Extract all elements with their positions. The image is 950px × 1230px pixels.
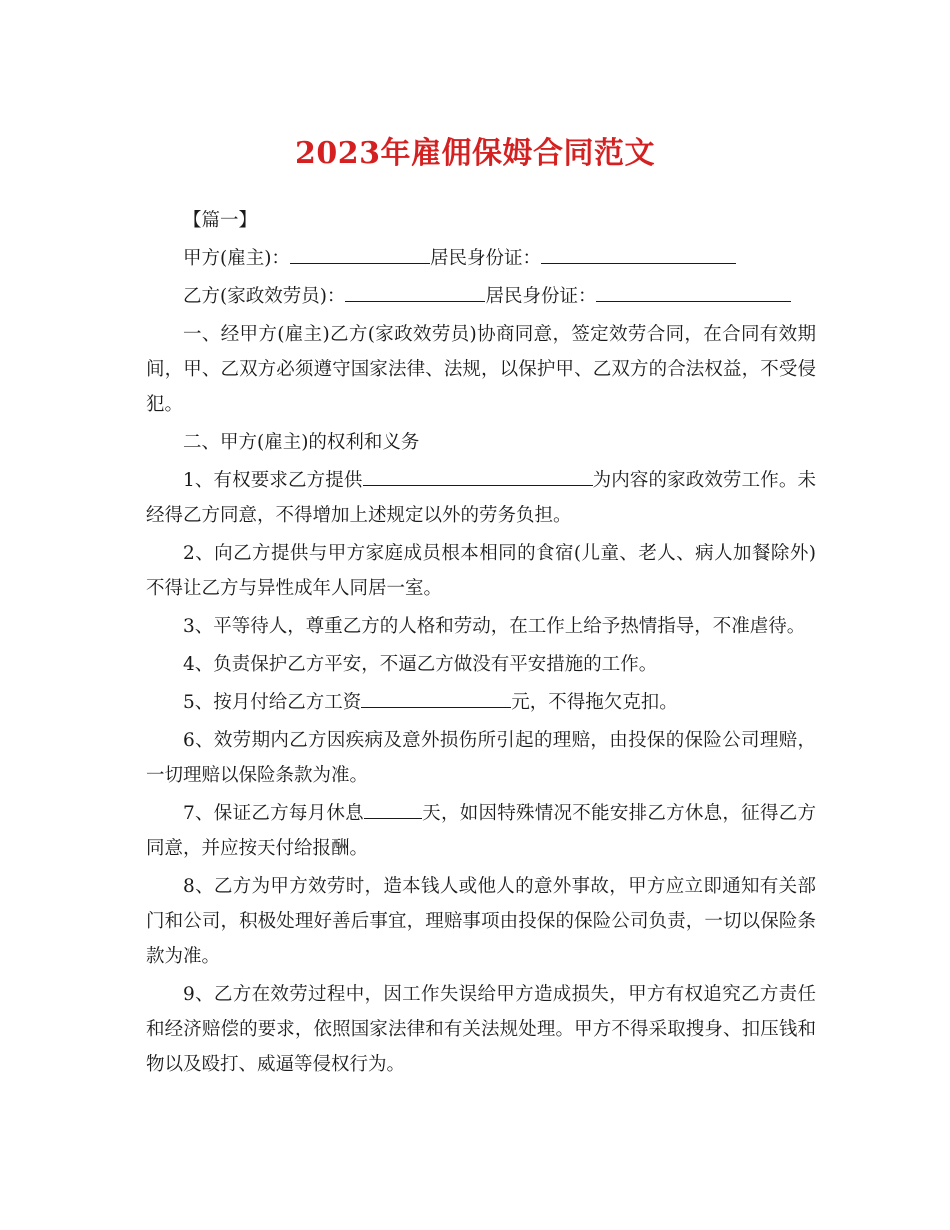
item-1-text-after: 为内容的家政效劳工作。未经得乙方同意，不得增加上述规定以外的劳务负担。 — [146, 470, 816, 526]
party-b-id-blank — [596, 283, 791, 302]
item-8: 8、乙方为甲方效劳时，造本钱人或他人的意外事故，甲方应立即通知有关部门和公司，积极处理好善后事宜，理赔事项由投保的保险公司负责，一切以保险条款为准。 — [146, 876, 816, 967]
item-1 — [146, 463, 816, 533]
item-5-salary-blank — [361, 689, 511, 708]
party-a-id-blank — [541, 245, 736, 264]
item-7-days-blank — [364, 800, 422, 819]
item-7 — [146, 796, 816, 866]
party-b-name-blank — [345, 283, 485, 302]
item-1-blank — [363, 467, 593, 486]
section-label: 【篇一】 — [183, 210, 258, 231]
party-b-label: 乙方(家政效劳员)： — [183, 286, 346, 307]
clause-two-heading: 二、甲方(雇主)的权利和义务 — [183, 432, 420, 453]
party-b-id-label: 居民身份证： — [485, 286, 597, 307]
item-6: 6、效劳期内乙方因疾病及意外损伤所引起的理赔，由投保的保险公司理赔，一切理赔以保险条款为准。 — [146, 730, 816, 786]
item-3: 3、平等待人，尊重乙方的人格和劳动，在工作上给予热情指导，不准虐待。 — [183, 616, 806, 637]
party-a-name-blank — [290, 245, 430, 264]
item-5-text-after: 元，不得拖欠克扣。 — [511, 692, 678, 713]
item-2: 2、向乙方提供与甲方家庭成员根本相同的食宿(儿童、老人、病人加餐除外)不得让乙方与异性成年人同居一室。 — [146, 543, 816, 599]
clause-one: 一、经甲方(雇主)乙方(家政效劳员)协商同意，签定效劳合同，在合同有效期间，甲、乙双方必须遵守国家法律、法规，以保护甲、乙双方的合法权益，不受侵犯。 — [146, 324, 816, 415]
item-7-text-before: 7、保证乙方每月休息 — [183, 803, 364, 824]
party-a-id-label: 居民身份证： — [429, 248, 541, 269]
item-5-text-before: 5、按月付给乙方工资 — [183, 692, 362, 713]
item-5 — [146, 685, 816, 720]
item-4: 4、负责保护乙方平安，不逼乙方做没有平安措施的工作。 — [183, 654, 658, 675]
item-9: 9、乙方在效劳过程中，因工作失误给甲方造成损失，甲方有权追究乙方责任和经济赔偿的要求，依照国家法律和有关法规处理。甲方不得采取搜身、扣压钱和物以及殴打、威逼等侵权行为。 — [146, 984, 816, 1075]
document-title: 2023年雇佣保姆合同范文 — [295, 136, 655, 171]
party-b-line — [146, 279, 816, 314]
document-body — [146, 203, 816, 1085]
party-a-line — [146, 241, 816, 276]
item-1-text-before: 1、有权要求乙方提供 — [183, 470, 363, 491]
party-a-label: 甲方(雇主)： — [183, 248, 290, 269]
item-7-text-after: 天，如因特殊情况不能安排乙方休息，征得乙方同意，并应按天付给报酬。 — [146, 803, 816, 859]
